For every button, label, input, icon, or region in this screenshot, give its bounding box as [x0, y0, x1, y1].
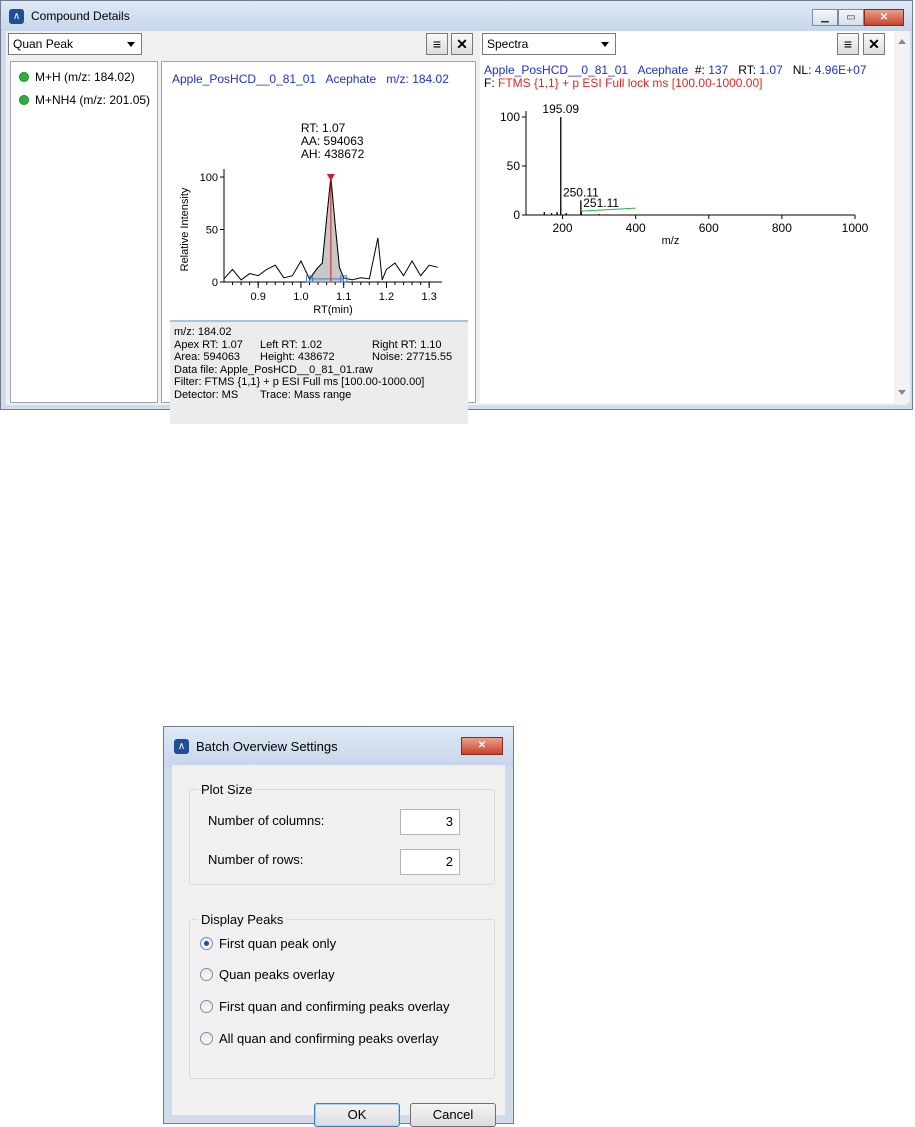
peak-label: 251.11	[583, 196, 620, 211]
list-item[interactable]: M+NH4 (m/z: 201.05)	[19, 93, 150, 107]
quan-peak-combo[interactable]	[8, 33, 142, 55]
status-dot-icon	[19, 72, 29, 82]
y-tick-label: 100	[499, 110, 520, 124]
radio-all-quan-and-confirming[interactable]: All quan and confirming peaks overlay	[200, 1031, 439, 1046]
radio-icon[interactable]	[200, 1032, 213, 1045]
y-tick-label: 100	[199, 172, 218, 184]
window-client	[6, 31, 907, 405]
chevron-down-icon	[601, 42, 609, 47]
y-axis-label: Relative Intensity	[179, 187, 191, 272]
x-tick-label: 400	[625, 221, 646, 235]
x-tick-label: 1.0	[293, 291, 309, 303]
y-tick-label: 0	[211, 277, 218, 289]
peak-annotation: RT: 1.07	[300, 121, 346, 135]
chevron-down-icon	[127, 42, 135, 47]
plot-size-group	[189, 782, 495, 885]
chromatogram-chart[interactable]	[162, 92, 477, 322]
peak-label: 195.09	[542, 102, 580, 116]
x-axis-label: m/z	[661, 235, 680, 247]
chromatogram-header: Apple_PosHCD__0_81_01 Acephate m/z: 184.02	[172, 72, 449, 86]
filter-menu-button[interactable]: ≡	[837, 33, 859, 55]
batch-overview-settings-dialog	[163, 726, 514, 1124]
columns-label: Number of columns:	[208, 813, 325, 828]
close-dialog-button[interactable]: ✕	[461, 737, 503, 755]
scroll-up-icon[interactable]	[898, 39, 906, 44]
y-tick-label: 0	[513, 208, 520, 222]
chromatogram-pane	[161, 61, 476, 403]
peak-annotation: AH: 438672	[300, 147, 365, 161]
dialog-title-bar[interactable]	[164, 727, 513, 767]
spectra-combo-value: Spectra	[487, 37, 529, 51]
minimize-button[interactable]: ▁	[812, 9, 838, 26]
list-item[interactable]: M+H (m/z: 184.02)	[19, 70, 135, 84]
x-tick-label: 1.1	[336, 291, 352, 303]
dialog-client	[172, 765, 505, 1122]
spectrum-chart[interactable]	[480, 91, 880, 271]
close-window-button[interactable]: ✕	[864, 9, 904, 26]
compound-details-window	[0, 0, 913, 410]
quan-peak-combo-value: Quan Peak	[13, 37, 74, 51]
x-tick-label: 1000	[841, 221, 869, 235]
columns-input[interactable]: 3	[400, 809, 460, 835]
scroll-down-icon[interactable]	[898, 390, 906, 395]
ok-button[interactable]: OK	[314, 1103, 400, 1127]
close-panel-button[interactable]: ✕	[451, 33, 473, 55]
cancel-button[interactable]: Cancel	[410, 1103, 496, 1127]
radio-quan-peaks-overlay[interactable]: Quan peaks overlay	[200, 967, 335, 982]
peak-label: 250.11	[562, 185, 599, 200]
spectrum-filter: F: FTMS {1,1} + p ESI Full lock ms [100.00-1000.00]	[484, 76, 763, 90]
filter-menu-button[interactable]: ≡	[426, 33, 448, 55]
peak-area	[309, 177, 343, 282]
ion-list	[10, 61, 158, 403]
close-panel-button[interactable]: ✕	[863, 33, 885, 55]
y-tick-label: 50	[205, 224, 218, 237]
dialog-title: Batch Overview Settings	[196, 739, 338, 754]
y-tick-label: 50	[506, 159, 520, 173]
display-peaks-group	[189, 912, 495, 1079]
x-tick-label: 0.9	[250, 291, 266, 303]
spectra-combo[interactable]	[482, 33, 616, 55]
rows-input[interactable]: 2	[400, 849, 460, 875]
radio-selected-icon[interactable]	[200, 937, 213, 950]
spectrum-header: Apple_PosHCD__0_81_01 Acephate #: 137 RT: 1.07 NL: 4.96E+07	[484, 63, 867, 77]
status-dot-icon	[19, 95, 29, 105]
app-logo-icon: ∧	[9, 9, 24, 24]
app-logo-icon: ∧	[174, 739, 189, 754]
spectra-pane	[480, 31, 910, 403]
x-tick-label: 1.2	[378, 291, 395, 303]
peak-info-box: m/z: 184.02 Apex RT: 1.07 Left RT: 1.02 Right RT: 1.10 Area: 594063 Height: 438672 Noise: 27715.55 Data file: Apple_PosHCD__0_81_01.raw Filter: FTMS {1,1} + p ESI Full ms [100.00-1000.00] Detector: MS Trace: Mass range	[170, 320, 468, 424]
x-tick-label: 200	[552, 221, 573, 235]
radio-icon[interactable]	[200, 1000, 213, 1013]
radio-first-quan-peak-only[interactable]: First quan peak only	[200, 936, 336, 951]
title-bar[interactable]	[1, 1, 912, 31]
x-tick-label: 1.3	[421, 291, 437, 303]
rows-label: Number of rows:	[208, 852, 304, 867]
radio-icon[interactable]	[200, 968, 213, 981]
plot-size-label: Plot Size	[198, 782, 255, 797]
peak-annotation: AA: 594063	[300, 134, 364, 148]
x-tick-label: 600	[698, 221, 719, 235]
apex-marker	[327, 174, 335, 181]
radio-first-quan-and-confirming[interactable]: First quan and confirming peaks overlay	[200, 999, 450, 1014]
window-title: Compound Details	[31, 9, 130, 23]
x-tick-label: 800	[771, 221, 792, 235]
vertical-scrollbar[interactable]	[894, 31, 910, 403]
display-peaks-label: Display Peaks	[198, 912, 286, 927]
maximize-button[interactable]: ▭	[838, 9, 864, 26]
x-axis-label: RT(min)	[313, 304, 353, 316]
